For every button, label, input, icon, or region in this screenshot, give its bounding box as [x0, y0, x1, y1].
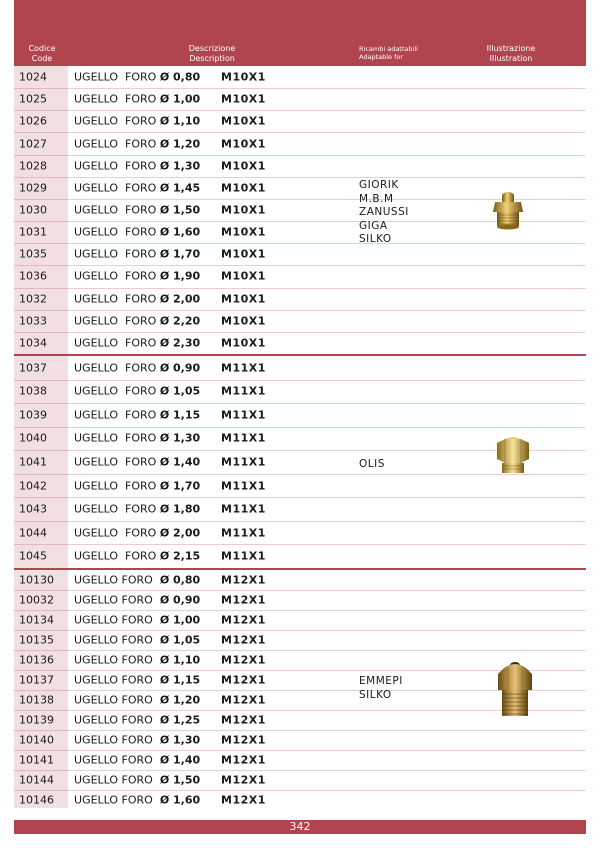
table-row: [0, 132, 600, 154]
hole-diameter: Ø 1,70: [159, 247, 201, 261]
hole-diameter: Ø 1,05: [159, 633, 201, 647]
description-text: UGELLO FORO: [74, 431, 160, 445]
product-code: 10139: [19, 713, 54, 727]
product-description: [74, 550, 200, 563]
product-description: [74, 314, 200, 327]
thread-size: M10X1: [221, 70, 266, 84]
thread-size: M10X1: [221, 137, 266, 151]
product-code: 1033: [19, 314, 47, 328]
header-spare-it: Ricambi adattabili: [359, 45, 418, 53]
product-code: 1043: [19, 502, 47, 516]
description-text: UGELLO FORO: [74, 292, 160, 306]
table-row: [0, 66, 600, 88]
page-number: 342: [289, 820, 311, 833]
hole-diameter: Ø 0,90: [159, 593, 201, 607]
product-description: [74, 674, 200, 687]
thread-size: M12X1: [221, 573, 266, 587]
table-row: [0, 590, 600, 610]
header-spare-en: Adaptable for: [359, 53, 404, 61]
thread-size: M12X1: [221, 593, 266, 607]
hole-diameter: Ø 1,05: [159, 384, 201, 398]
thread-size: M11X1: [221, 502, 266, 516]
table-row: [0, 288, 600, 310]
hole-diameter: Ø 1,10: [159, 653, 201, 667]
brand-name: EMMEPI: [359, 675, 403, 687]
thread-size: M10X1: [221, 292, 266, 306]
hole-diameter: Ø 2,30: [159, 336, 201, 350]
product-code: 10032: [19, 593, 54, 607]
brass-nozzle-m12-icon: [492, 660, 538, 724]
description-text: UGELLO FORO: [74, 336, 160, 350]
product-code: 1042: [19, 479, 47, 493]
page-footer: [14, 820, 586, 834]
description-text: UGELLO FORO: [74, 203, 160, 217]
description-text: UGELLO FORO: [74, 384, 160, 398]
table-row: [0, 110, 600, 132]
product-code: 1037: [19, 361, 47, 375]
table-row: [0, 497, 600, 521]
thread-size: M10X1: [221, 336, 266, 350]
product-code: 10144: [19, 773, 54, 787]
thread-size: M10X1: [221, 247, 266, 261]
product-code: 1030: [19, 203, 47, 217]
hole-diameter: Ø 1,25: [159, 713, 201, 727]
thread-size: M12X1: [221, 633, 266, 647]
product-code: 10130: [19, 573, 54, 587]
thread-size: M10X1: [221, 181, 266, 195]
hole-diameter: Ø 2,15: [159, 549, 201, 563]
thread-size: M12X1: [221, 613, 266, 627]
hole-diameter: Ø 0,80: [159, 573, 201, 587]
table-row: [0, 790, 600, 810]
description-text: UGELLO FORO: [74, 733, 160, 747]
product-code: 1032: [19, 292, 47, 306]
table-row: [0, 310, 600, 332]
product-description: [74, 654, 200, 667]
description-text: UGELLO FORO: [74, 613, 160, 627]
product-code: 10137: [19, 673, 54, 687]
hole-diameter: Ø 2,00: [159, 292, 201, 306]
thread-size: M11X1: [221, 408, 266, 422]
thread-size: M11X1: [221, 526, 266, 540]
hole-diameter: Ø 1,40: [159, 455, 201, 469]
table-row: [0, 544, 600, 568]
thread-size: M12X1: [221, 673, 266, 687]
hole-diameter: Ø 1,50: [159, 773, 201, 787]
product-code: 10138: [19, 693, 54, 707]
table-row: [0, 332, 600, 354]
table-row: [0, 243, 600, 265]
product-description: [74, 774, 200, 787]
adaptable-brands: [359, 179, 409, 247]
table-row: [0, 610, 600, 630]
thread-size: M12X1: [221, 773, 266, 787]
product-code: 1031: [19, 225, 47, 239]
description-text: UGELLO FORO: [74, 593, 160, 607]
description-text: UGELLO FORO: [74, 793, 160, 807]
product-description: [74, 115, 200, 128]
product-description: [74, 248, 200, 261]
hole-diameter: Ø 1,80: [159, 502, 201, 516]
product-code: 1040: [19, 431, 47, 445]
description-text: UGELLO FORO: [74, 137, 160, 151]
table-row: [0, 521, 600, 545]
product-code: 1034: [19, 336, 47, 350]
description-text: UGELLO FORO: [74, 181, 160, 195]
thread-size: M11X1: [221, 384, 266, 398]
table-row: [0, 770, 600, 790]
table-row: [0, 403, 600, 427]
description-text: UGELLO FORO: [74, 159, 160, 173]
thread-size: M12X1: [221, 713, 266, 727]
product-code: 1039: [19, 408, 47, 422]
table-row: [0, 356, 600, 380]
thread-size: M10X1: [221, 92, 266, 106]
hole-diameter: Ø 1,00: [159, 613, 201, 627]
thread-size: M12X1: [221, 733, 266, 747]
header-description: [172, 44, 252, 64]
description-text: UGELLO FORO: [74, 479, 160, 493]
thread-size: M12X1: [221, 793, 266, 807]
description-text: UGELLO FORO: [74, 70, 160, 84]
hole-diameter: Ø 1,30: [159, 159, 201, 173]
product-description: [74, 159, 200, 172]
product-code: 1044: [19, 526, 47, 540]
hole-diameter: Ø 1,30: [159, 733, 201, 747]
adaptable-brands: [359, 458, 385, 472]
header-code: [20, 44, 64, 64]
description-text: UGELLO FORO: [74, 269, 160, 283]
adaptable-brands: [359, 675, 403, 702]
product-code: 1026: [19, 114, 47, 128]
hole-diameter: Ø 1,60: [159, 793, 201, 807]
description-text: UGELLO FORO: [74, 673, 160, 687]
thread-size: M12X1: [221, 753, 266, 767]
header-code-it: Codice: [28, 44, 56, 53]
product-code: 10135: [19, 633, 54, 647]
description-text: UGELLO FORO: [74, 314, 160, 328]
hole-diameter: Ø 1,30: [159, 431, 201, 445]
product-code: 1025: [19, 92, 47, 106]
description-text: UGELLO FORO: [74, 114, 160, 128]
thread-size: M10X1: [221, 269, 266, 283]
product-description: [74, 594, 200, 607]
brass-nozzle-m10-icon: [490, 190, 526, 236]
hole-diameter: Ø 1,20: [159, 137, 201, 151]
description-text: UGELLO FORO: [74, 573, 160, 587]
table-row: [0, 88, 600, 110]
thread-size: M10X1: [221, 203, 266, 217]
description-text: UGELLO FORO: [74, 693, 160, 707]
product-description: [74, 634, 200, 647]
brand-name: M.B.M: [359, 192, 394, 205]
table-row: [0, 265, 600, 287]
product-description: [74, 71, 200, 84]
table-row: [0, 155, 600, 177]
product-code: 10146: [19, 793, 54, 807]
product-code: 1038: [19, 384, 47, 398]
thread-size: M12X1: [221, 693, 266, 707]
header-desc-en: Description: [189, 54, 235, 63]
table-row: [0, 630, 600, 650]
product-code: 10134: [19, 613, 54, 627]
description-text: UGELLO FORO: [74, 526, 160, 540]
product-description: [74, 455, 200, 468]
table-row: [0, 750, 600, 770]
description-text: UGELLO FORO: [74, 713, 160, 727]
description-text: UGELLO FORO: [74, 408, 160, 422]
product-description: [74, 754, 200, 767]
hole-diameter: Ø 1,10: [159, 114, 201, 128]
description-text: UGELLO FORO: [74, 773, 160, 787]
product-description: [74, 794, 200, 807]
description-text: UGELLO FORO: [74, 247, 160, 261]
thread-size: M10X1: [221, 314, 266, 328]
hole-diameter: Ø 2,20: [159, 314, 201, 328]
description-text: UGELLO FORO: [74, 455, 160, 469]
product-code: 1035: [19, 247, 47, 261]
brand-name: GIGA: [359, 219, 388, 232]
description-text: UGELLO FORO: [74, 225, 160, 239]
product-description: [74, 137, 200, 150]
product-code: 10140: [19, 733, 54, 747]
header-illustration: [476, 44, 546, 64]
product-code: 1041: [19, 455, 47, 469]
product-code: 1024: [19, 70, 47, 84]
product-description: [74, 203, 200, 216]
hole-diameter: Ø 0,90: [159, 361, 201, 375]
description-text: UGELLO FORO: [74, 549, 160, 563]
thread-size: M10X1: [221, 114, 266, 128]
hole-diameter: Ø 1,00: [159, 92, 201, 106]
description-text: UGELLO FORO: [74, 633, 160, 647]
thread-size: M12X1: [221, 653, 266, 667]
description-text: UGELLO FORO: [74, 653, 160, 667]
brand-name: ZANUSSI: [359, 206, 409, 218]
product-description: [74, 526, 200, 539]
header-code-en: Code: [31, 54, 53, 63]
thread-size: M11X1: [221, 455, 266, 469]
product-description: [74, 694, 200, 707]
product-description: [74, 385, 200, 398]
table-row: [0, 380, 600, 404]
product-description: [74, 336, 200, 349]
product-description: [74, 181, 200, 194]
hole-diameter: Ø 0,80: [159, 70, 201, 84]
hole-diameter: Ø 1,90: [159, 269, 201, 283]
description-text: UGELLO FORO: [74, 92, 160, 106]
hole-diameter: Ø 1,50: [159, 203, 201, 217]
brand-name: SILKO: [359, 233, 392, 245]
hole-diameter: Ø 1,40: [159, 753, 201, 767]
header-illus-en: Illustration: [489, 54, 533, 63]
product-description: [74, 432, 200, 445]
product-description: [74, 734, 200, 747]
hole-diameter: Ø 1,15: [159, 673, 201, 687]
description-text: UGELLO FORO: [74, 361, 160, 375]
thread-size: M10X1: [221, 225, 266, 239]
hole-diameter: Ø 1,70: [159, 479, 201, 493]
product-description: [74, 574, 200, 587]
product-code: 1028: [19, 159, 47, 173]
description-text: UGELLO FORO: [74, 502, 160, 516]
product-code: 1036: [19, 269, 47, 283]
hole-diameter: Ø 2,00: [159, 526, 201, 540]
product-code: 10136: [19, 653, 54, 667]
hole-diameter: Ø 1,45: [159, 181, 201, 195]
brand-name: SILKO: [359, 688, 392, 701]
header-desc-it: Descrizione: [188, 44, 236, 53]
table-row: [0, 570, 600, 590]
hole-diameter: Ø 1,20: [159, 693, 201, 707]
hole-diameter: Ø 1,15: [159, 408, 201, 422]
product-description: [74, 503, 200, 516]
header-illus-it: Illustrazione: [486, 44, 536, 53]
thread-size: M11X1: [221, 361, 266, 375]
product-description: [74, 614, 200, 627]
table-row: [0, 730, 600, 750]
product-description: [74, 270, 200, 283]
hole-diameter: Ø 1,60: [159, 225, 201, 239]
product-code: 1027: [19, 137, 47, 151]
product-description: [74, 361, 200, 374]
thread-size: M11X1: [221, 479, 266, 493]
header-adaptable: [359, 45, 418, 61]
product-description: [74, 714, 200, 727]
product-description: [74, 292, 200, 305]
product-description: [74, 93, 200, 106]
thread-size: M10X1: [221, 159, 266, 173]
product-code: 10141: [19, 753, 54, 767]
product-description: [74, 408, 200, 421]
product-description: [74, 226, 200, 239]
brass-nozzle-m11-icon: [493, 435, 533, 481]
brand-name: OLIS: [359, 458, 385, 470]
product-code: 1029: [19, 181, 47, 195]
thread-size: M11X1: [221, 549, 266, 563]
product-description: [74, 479, 200, 492]
brand-name: GIORIK: [359, 179, 399, 191]
description-text: UGELLO FORO: [74, 753, 160, 767]
thread-size: M11X1: [221, 431, 266, 445]
product-code: 1045: [19, 549, 47, 563]
